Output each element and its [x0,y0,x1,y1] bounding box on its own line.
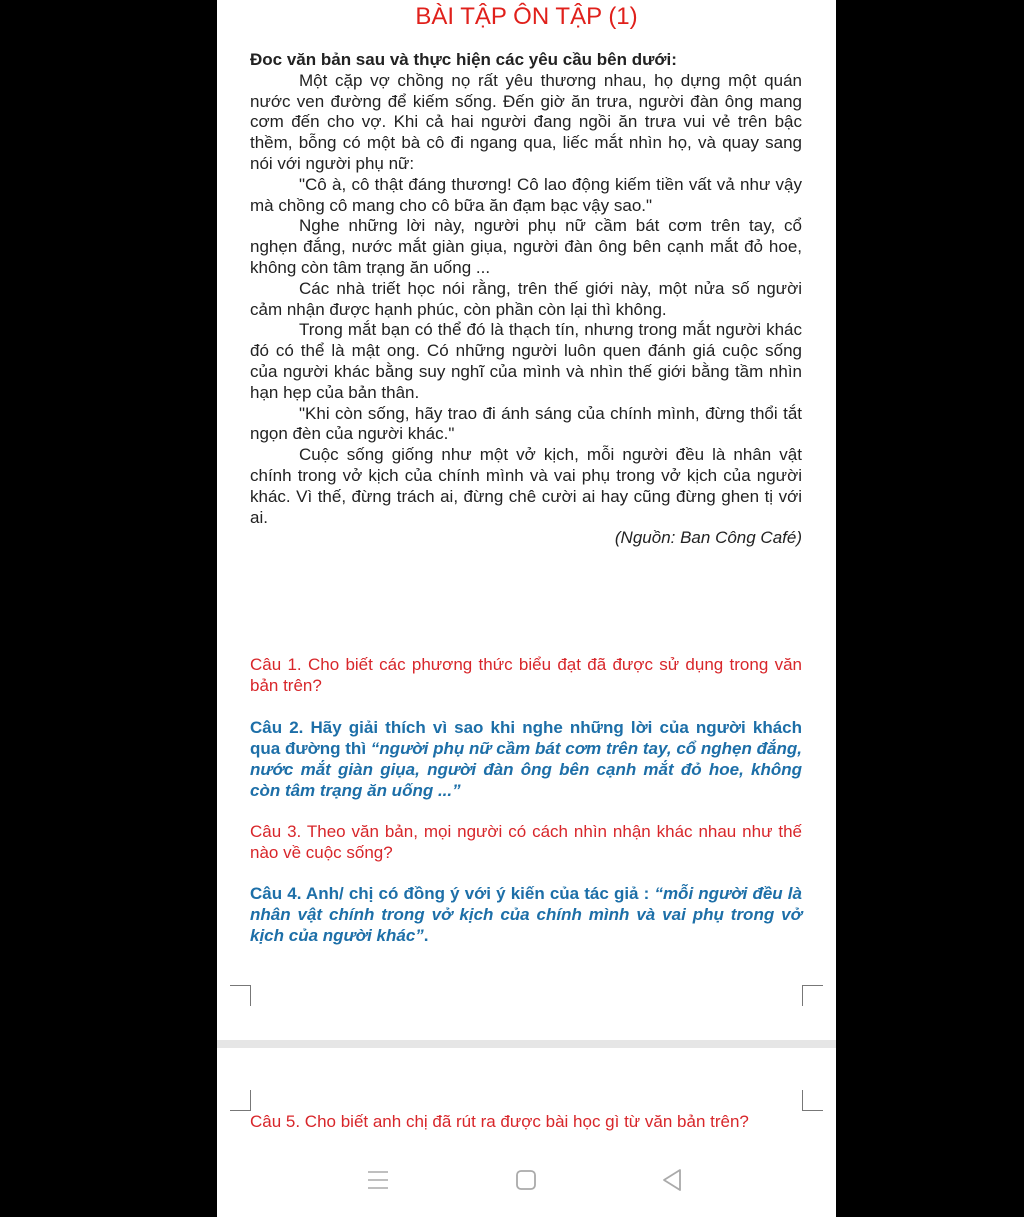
question-4 [250,883,802,946]
passage-paragraph: Cuộc sống giống như một vở kịch, mỗi người đều là nhân vật chính trong vở kịch của chính mình và vai phụ trong vở kịch của người khác. Vì thế, đừng trách ai, đừng chê cười ai hay cũng đừng ghen tị với ai. [250,445,802,527]
question-4-prefix: Câu 4. Anh/ chị có đồng ý với ý kiến của tác giả : [250,884,655,903]
passage-paragraph: Trong mắt bạn có thể đó là thạch tín, nhưng trong mắt người khác đó có thể là mật ong. Có những người luôn quen đánh giá cuộc sống của người khác bằng suy nghĩ của mình và nhìn thế giới bằng tầm nhìn hạn hẹp của bản thân. [250,320,802,402]
home-button[interactable] [506,1160,546,1200]
passage-paragraph: Các nhà triết học nói rằng, trên thế giới này, một nửa số người cảm nhận được hạnh phúc, còn phần còn lại thì không. [250,278,802,319]
menu-lines-icon [366,1169,390,1191]
source-citation: (Nguồn: Ban Công Café) [614,528,802,548]
crop-mark-bottom-right [802,1090,823,1111]
back-button[interactable] [652,1160,692,1200]
page-separator [217,1040,836,1048]
question-5: Câu 5. Cho biết anh chị đã rút ra được bài học gì từ văn bản trên? [250,1112,749,1131]
question-1: Câu 1. Cho biết các phương thức biểu đạt đã được sử dụng trong văn bản trên? [250,655,802,695]
question-2-quote: “người phụ nữ cầm bát cơm trên tay, cổ nghẹn đắng, nước mắt giàn giụa, người đàn ông bên cạnh mắt đỏ hoe, không còn tâm trạng ăn uống ...” [250,739,802,800]
question-2-prefix: Câu 2. Hãy giải thích vì sao khi nghe những lời của người khách qua đường thì [250,718,802,758]
crop-mark-top-right [802,985,823,1006]
crop-mark-bottom-left [230,1090,251,1111]
square-home-icon [514,1168,538,1192]
instruction-text: Đoc văn bản sau và thực hiện các yêu cầu bên dưới: [250,50,677,69]
document-page-1 [217,0,836,1040]
page-title: BÀI TẬP ÔN TẬP (1) [415,3,638,30]
passage-paragraph: Một cặp vợ chồng nọ rất yêu thương nhau, họ dựng một quán nước ven đường để kiếm sống. Đến giờ ăn trưa, người đàn ông mang cơm đến cho vợ. Khi cả hai người đang ngồi ăn trưa vui vẻ trên bậc thềm, bỗng có một bà cô đi ngang qua, liếc mắt nhìn họ, và quay sang nói với người phụ nữ: [250,70,802,173]
question-4-quote: “mỗi người đều là nhân vật chính trong vở kịch của chính mình và vai phụ trong vở kịch của người khác” [250,884,802,945]
menu-button[interactable] [358,1160,398,1200]
crop-mark-top-left [230,985,251,1006]
triangle-back-icon [660,1167,684,1193]
question-4-suffix: . [423,926,429,945]
reading-passage [250,50,802,549]
passage-paragraph: "Cô à, cô thật đáng thương! Cô lao động kiếm tiền vất vả như vậy mà chồng cô mang cho cô bữa ăn đạm bạc vậy sao." [250,174,802,215]
passage-paragraph: Nghe những lời này, người phụ nữ cầm bát cơm trên tay, cổ nghẹn đắng, nước mắt giàn giụa, người đàn ông bên cạnh mắt đỏ hoe, không còn tâm trạng ăn uống ... [250,216,802,277]
passage-paragraph: "Khi còn sống, hãy trao đi ánh sáng của chính mình, đừng thổi tắt ngọn đèn của người khác." [250,403,802,444]
question-3: Câu 3. Theo văn bản, mọi người có cách nhìn nhận khác nhau như thế nào về cuộc sống? [250,822,802,862]
question-2 [250,717,802,801]
